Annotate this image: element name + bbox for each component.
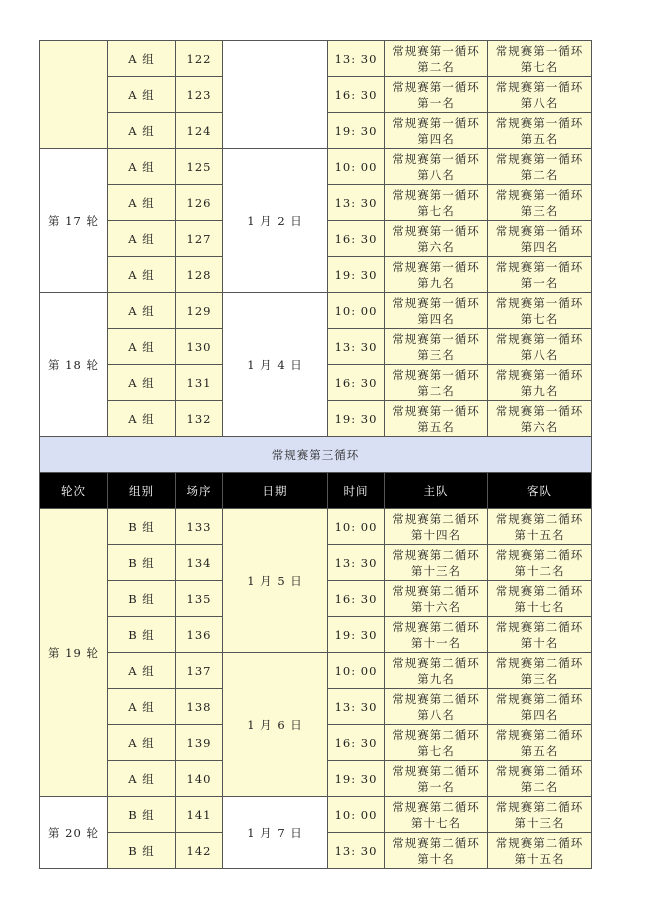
time-cell: 13: 30 <box>328 689 385 725</box>
home-team-cell-line: 常规赛第一循环 <box>392 331 480 346</box>
table-row <box>40 293 592 329</box>
time-cell: 16: 30 <box>328 365 385 401</box>
away-team-cell-line: 常规赛第二循环 <box>495 763 584 778</box>
match-number-cell: 124 <box>176 113 223 149</box>
group-cell: A 组 <box>108 293 176 329</box>
away-team-cell-line: 常规赛第一循环 <box>495 115 584 130</box>
home-team-cell <box>385 113 488 149</box>
time-cell: 13: 30 <box>328 185 385 221</box>
away-team-cell <box>488 509 592 545</box>
section-title: 常规赛第三循环 <box>40 437 592 473</box>
away-team-cell-line: 第五名 <box>520 131 559 146</box>
home-team-cell-line: 第九名 <box>417 275 455 290</box>
group-cell: A 组 <box>108 41 176 77</box>
away-team-cell <box>488 185 592 221</box>
home-team-cell <box>385 77 488 113</box>
away-team-cell-line: 常规赛第一循环 <box>495 79 584 94</box>
time-cell: 19: 30 <box>328 401 385 437</box>
group-cell: A 组 <box>108 689 176 725</box>
time-cell: 19: 30 <box>328 113 385 149</box>
round-cell: 第 20 轮 <box>40 797 108 869</box>
away-team-cell-line: 常规赛第二循环 <box>495 511 584 526</box>
match-number-cell: 131 <box>176 365 223 401</box>
match-number-cell: 137 <box>176 653 223 689</box>
match-number-cell: 128 <box>176 257 223 293</box>
away-team-cell-line: 常规赛第二循环 <box>495 655 584 670</box>
away-team-cell-line: 常规赛第一循环 <box>495 295 584 310</box>
home-team-cell <box>385 509 488 545</box>
away-team-cell <box>488 221 592 257</box>
home-team-cell-line: 常规赛第二循环 <box>392 619 480 634</box>
away-team-cell <box>488 689 592 725</box>
home-team-cell-line: 第五名 <box>417 419 455 434</box>
group-cell: A 组 <box>108 221 176 257</box>
away-team-cell <box>488 293 592 329</box>
away-team-cell-line: 常规赛第二循环 <box>495 619 584 634</box>
group-cell: A 组 <box>108 761 176 797</box>
home-team-cell-line: 常规赛第二循环 <box>392 691 480 706</box>
match-number-cell: 138 <box>176 689 223 725</box>
column-header: 场序 <box>176 473 223 509</box>
away-team-cell-line: 第十七名 <box>514 599 565 614</box>
column-header: 主队 <box>385 473 488 509</box>
away-team-cell <box>488 257 592 293</box>
away-team-cell <box>488 761 592 797</box>
group-cell: B 组 <box>108 797 176 833</box>
away-team-cell-line: 第三名 <box>520 671 559 686</box>
home-team-cell-line: 第八名 <box>417 707 455 722</box>
away-team-cell <box>488 797 592 833</box>
table-row <box>40 149 592 185</box>
away-team-cell-line: 第十三名 <box>514 815 565 830</box>
home-team-cell <box>385 365 488 401</box>
match-number-cell: 132 <box>176 401 223 437</box>
home-team-cell <box>385 581 488 617</box>
away-team-cell-line: 第十名 <box>520 635 559 650</box>
away-team-cell-line: 第二名 <box>520 167 559 182</box>
away-team-cell <box>488 725 592 761</box>
group-cell: A 组 <box>108 725 176 761</box>
away-team-cell-line: 常规赛第一循环 <box>495 403 584 418</box>
group-cell: B 组 <box>108 581 176 617</box>
away-team-cell-line: 常规赛第一循环 <box>495 223 584 238</box>
away-team-cell <box>488 113 592 149</box>
home-team-cell-line: 第四名 <box>417 311 455 326</box>
away-team-cell <box>488 149 592 185</box>
away-team-cell-line: 第六名 <box>520 419 559 434</box>
away-team-cell-line: 常规赛第二循环 <box>495 835 584 850</box>
group-cell: A 组 <box>108 149 176 185</box>
home-team-cell <box>385 797 488 833</box>
home-team-cell-line: 第十四名 <box>411 527 461 542</box>
time-cell: 10: 00 <box>328 653 385 689</box>
date-cell: 1 月 2 日 <box>223 149 328 293</box>
away-team-cell-line: 常规赛第一循环 <box>495 331 584 346</box>
away-team-cell-line: 第四名 <box>520 707 559 722</box>
home-team-cell-line: 常规赛第二循环 <box>392 583 480 598</box>
home-team-cell <box>385 833 488 869</box>
away-team-cell-line: 常规赛第一循环 <box>495 43 584 58</box>
away-team-cell <box>488 581 592 617</box>
home-team-cell-line: 常规赛第一循环 <box>392 223 480 238</box>
home-team-cell-line: 常规赛第二循环 <box>392 727 480 742</box>
away-team-cell-line: 第三名 <box>520 203 559 218</box>
time-cell: 10: 00 <box>328 797 385 833</box>
schedule-table <box>39 40 592 869</box>
away-team-cell-line: 第五名 <box>520 743 559 758</box>
date-cell: 1 月 4 日 <box>223 293 328 437</box>
away-team-cell-line: 第四名 <box>520 239 559 254</box>
away-team-cell <box>488 365 592 401</box>
date-cell: 1 月 6 日 <box>223 653 328 797</box>
date-cell: 1 月 7 日 <box>223 797 328 869</box>
date-cell <box>223 41 328 149</box>
home-team-cell-line: 常规赛第一循环 <box>392 187 480 202</box>
column-header: 客队 <box>488 473 592 509</box>
away-team-cell-line: 第十五名 <box>514 851 565 866</box>
away-team-cell-line: 常规赛第一循环 <box>495 367 584 382</box>
home-team-cell-line: 第三名 <box>417 347 455 362</box>
round-cell: 第 19 轮 <box>40 509 108 797</box>
away-team-cell-line: 常规赛第二循环 <box>495 727 584 742</box>
home-team-cell <box>385 545 488 581</box>
home-team-cell <box>385 401 488 437</box>
home-team-cell-line: 第十名 <box>417 851 455 866</box>
match-number-cell: 130 <box>176 329 223 365</box>
header-row <box>40 473 592 509</box>
home-team-cell <box>385 617 488 653</box>
home-team-cell <box>385 725 488 761</box>
home-team-cell <box>385 689 488 725</box>
away-team-cell <box>488 833 592 869</box>
home-team-cell <box>385 761 488 797</box>
column-header: 日期 <box>223 473 328 509</box>
round-cell: 第 18 轮 <box>40 293 108 437</box>
match-number-cell: 142 <box>176 833 223 869</box>
away-team-cell-line: 第七名 <box>520 59 559 74</box>
away-team-cell <box>488 77 592 113</box>
time-cell: 10: 00 <box>328 293 385 329</box>
match-number-cell: 134 <box>176 545 223 581</box>
away-team-cell-line: 第二名 <box>520 779 559 794</box>
time-cell: 13: 30 <box>328 41 385 77</box>
away-team-cell <box>488 401 592 437</box>
match-number-cell: 129 <box>176 293 223 329</box>
group-cell: B 组 <box>108 833 176 869</box>
home-team-cell <box>385 221 488 257</box>
group-cell: B 组 <box>108 509 176 545</box>
home-team-cell-line: 第二名 <box>417 59 455 74</box>
home-team-cell-line: 第九名 <box>417 671 455 686</box>
away-team-cell-line: 常规赛第二循环 <box>495 691 584 706</box>
away-team-cell-line: 常规赛第一循环 <box>495 187 584 202</box>
home-team-cell <box>385 149 488 185</box>
home-team-cell-line: 第二名 <box>417 383 455 398</box>
group-cell: A 组 <box>108 401 176 437</box>
group-cell: B 组 <box>108 617 176 653</box>
time-cell: 16: 30 <box>328 725 385 761</box>
away-team-cell-line: 第八名 <box>520 347 559 362</box>
table-row <box>40 41 592 77</box>
home-team-cell-line: 常规赛第一循环 <box>392 115 480 130</box>
home-team-cell-line: 第八名 <box>417 167 455 182</box>
home-team-cell-line: 常规赛第二循环 <box>392 835 480 850</box>
home-team-cell-line: 第十三名 <box>411 563 461 578</box>
group-cell: A 组 <box>108 365 176 401</box>
away-team-cell <box>488 545 592 581</box>
home-team-cell-line: 第十七名 <box>411 815 461 830</box>
home-team-cell <box>385 185 488 221</box>
home-team-cell-line: 第七名 <box>417 743 455 758</box>
away-team-cell-line: 第十五名 <box>514 527 565 542</box>
away-team-cell-line: 常规赛第二循环 <box>495 583 584 598</box>
group-cell: A 组 <box>108 113 176 149</box>
column-header: 组别 <box>108 473 176 509</box>
home-team-cell-line: 第七名 <box>417 203 455 218</box>
time-cell: 19: 30 <box>328 761 385 797</box>
home-team-cell <box>385 653 488 689</box>
table-row <box>40 509 592 545</box>
group-cell: A 组 <box>108 77 176 113</box>
match-number-cell: 127 <box>176 221 223 257</box>
home-team-cell-line: 常规赛第二循环 <box>392 547 480 562</box>
away-team-cell-line: 第一名 <box>520 275 559 290</box>
away-team-cell-line: 第八名 <box>520 95 559 110</box>
round-cell: 第 17 轮 <box>40 149 108 293</box>
column-header: 轮次 <box>40 473 108 509</box>
away-team-cell-line: 第九名 <box>520 383 559 398</box>
time-cell: 10: 00 <box>328 509 385 545</box>
match-number-cell: 125 <box>176 149 223 185</box>
section-title-row <box>40 437 592 473</box>
home-team-cell-line: 常规赛第二循环 <box>392 763 480 778</box>
round-cell <box>40 41 108 149</box>
date-cell: 1 月 5 日 <box>223 509 328 653</box>
group-cell: B 组 <box>108 545 176 581</box>
time-cell: 13: 30 <box>328 329 385 365</box>
away-team-cell-line: 常规赛第一循环 <box>495 151 584 166</box>
match-number-cell: 122 <box>176 41 223 77</box>
home-team-cell <box>385 329 488 365</box>
schedule-body <box>40 41 592 869</box>
table-row <box>40 653 592 689</box>
time-cell: 10: 00 <box>328 149 385 185</box>
home-team-cell-line: 常规赛第二循环 <box>392 799 480 814</box>
group-cell: A 组 <box>108 257 176 293</box>
away-team-cell-line: 第十二名 <box>514 563 565 578</box>
home-team-cell-line: 第十六名 <box>411 599 461 614</box>
match-number-cell: 139 <box>176 725 223 761</box>
away-team-cell <box>488 653 592 689</box>
match-number-cell: 133 <box>176 509 223 545</box>
time-cell: 19: 30 <box>328 257 385 293</box>
table-row <box>40 797 592 833</box>
time-cell: 16: 30 <box>328 581 385 617</box>
home-team-cell-line: 常规赛第一循环 <box>392 403 480 418</box>
time-cell: 16: 30 <box>328 221 385 257</box>
away-team-cell-line: 常规赛第一循环 <box>495 259 584 274</box>
home-team-cell-line: 常规赛第一循环 <box>392 79 480 94</box>
home-team-cell-line: 常规赛第一循环 <box>392 295 480 310</box>
home-team-cell-line: 第四名 <box>417 131 455 146</box>
away-team-cell <box>488 329 592 365</box>
home-team-cell-line: 常规赛第一循环 <box>392 259 480 274</box>
group-cell: A 组 <box>108 653 176 689</box>
home-team-cell-line: 第十一名 <box>411 635 461 650</box>
home-team-cell-line: 常规赛第一循环 <box>392 43 480 58</box>
match-number-cell: 140 <box>176 761 223 797</box>
group-cell: A 组 <box>108 185 176 221</box>
home-team-cell-line: 常规赛第一循环 <box>392 367 480 382</box>
home-team-cell-line: 常规赛第二循环 <box>392 511 480 526</box>
match-number-cell: 141 <box>176 797 223 833</box>
match-number-cell: 135 <box>176 581 223 617</box>
match-number-cell: 123 <box>176 77 223 113</box>
home-team-cell-line: 常规赛第二循环 <box>392 655 480 670</box>
home-team-cell <box>385 41 488 77</box>
away-team-cell <box>488 41 592 77</box>
column-header: 时间 <box>328 473 385 509</box>
home-team-cell-line: 常规赛第一循环 <box>392 151 480 166</box>
away-team-cell-line: 常规赛第二循环 <box>495 799 584 814</box>
home-team-cell <box>385 257 488 293</box>
home-team-cell-line: 第六名 <box>417 239 455 254</box>
home-team-cell-line: 第一名 <box>417 95 455 110</box>
home-team-cell <box>385 293 488 329</box>
time-cell: 13: 30 <box>328 545 385 581</box>
away-team-cell-line: 常规赛第二循环 <box>495 547 584 562</box>
match-number-cell: 126 <box>176 185 223 221</box>
group-cell: A 组 <box>108 329 176 365</box>
time-cell: 13: 30 <box>328 833 385 869</box>
time-cell: 19: 30 <box>328 617 385 653</box>
away-team-cell-line: 第七名 <box>520 311 559 326</box>
time-cell: 16: 30 <box>328 77 385 113</box>
home-team-cell-line: 第一名 <box>417 779 455 794</box>
away-team-cell <box>488 617 592 653</box>
match-number-cell: 136 <box>176 617 223 653</box>
